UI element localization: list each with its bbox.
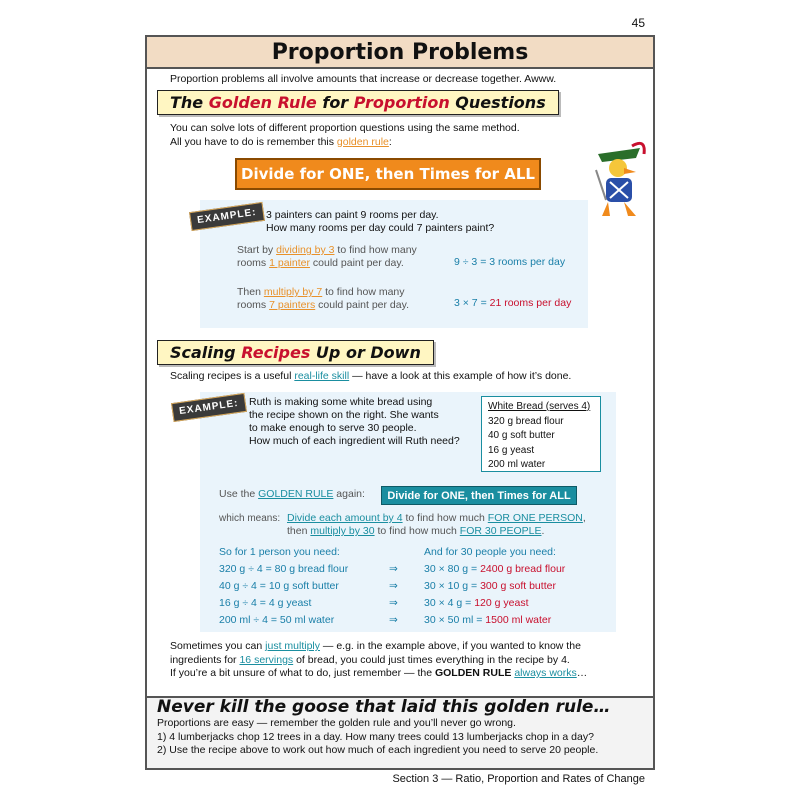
- closing-line: [170, 640, 587, 654]
- text: Then: [237, 286, 264, 298]
- golden-rule-banner-small: Divide for ONE, then Times for ALL: [381, 486, 577, 505]
- question-line: Ruth is making some white bread using: [249, 396, 433, 408]
- means-lines: [287, 512, 586, 538]
- step-link: dividing by 3: [276, 244, 335, 256]
- example-2-question: [249, 396, 460, 448]
- always-works-link[interactable]: always works: [514, 667, 577, 679]
- text: — e.g. in the example above, if you wanted to know the: [320, 640, 581, 652]
- heading-text: Questions: [449, 93, 546, 112]
- practice-question: 1) 4 lumberjacks chop 12 trees in a day. How many trees could 13 lumberjacks chop in a day?: [157, 730, 594, 743]
- recipe-item: 40 g soft butter: [488, 430, 555, 441]
- row-answer: 2400 g bread flour: [480, 563, 566, 575]
- heading-highlight: Golden Rule: [208, 93, 317, 112]
- text: ingredients for: [170, 653, 240, 666]
- arrow-icon: ⇒: [389, 614, 398, 626]
- text: …: [576, 667, 588, 679]
- question-line: to make enough to serve 30 people.: [249, 422, 417, 434]
- example-label: EXAMPLE:: [189, 202, 265, 231]
- text: rooms: [237, 257, 270, 269]
- text: Sometimes you can: [170, 640, 266, 652]
- text: 3 × 7 =: [454, 297, 490, 309]
- table-row: [219, 597, 599, 614]
- text: All you have to do is remember this: [170, 135, 337, 148]
- means-line: [287, 525, 586, 538]
- page-footer: Section 3 — Ratio, Proportion and Rates of Change: [392, 773, 645, 785]
- text: to find how much: [402, 512, 488, 524]
- heading-highlight: Recipes: [241, 343, 311, 362]
- paragraph-line: You can solve lots of different proportion questions using the same method.: [170, 122, 520, 134]
- heading-text: for: [316, 93, 354, 112]
- step-line: [237, 286, 409, 299]
- section-heading-scaling-recipes: [157, 340, 434, 365]
- question-line: 3 painters can paint 9 rooms per day.: [266, 209, 439, 221]
- golden-rule-link: GOLDEN RULE: [258, 488, 334, 500]
- table-row: [219, 563, 599, 580]
- text: then: [287, 525, 311, 537]
- row-right: 30 × 10 g =: [424, 580, 481, 592]
- summary-heading: Never kill the goose that laid this golden rule…: [157, 697, 611, 717]
- text: FOR 30 PEOPLE: [459, 525, 542, 537]
- col2-header: And for 30 people you need:: [424, 546, 556, 558]
- closing-line: [170, 667, 587, 681]
- arrow-icon: ⇒: [389, 563, 398, 575]
- question-line: How much of each ingredient will Ruth need?: [249, 435, 460, 447]
- text: of bread, you could just times everything in the recipe by 4.: [293, 653, 570, 666]
- golden-rule-banner: Divide for ONE, then Times for ALL: [235, 158, 541, 190]
- row-left: 320 g ÷ 4 = 80 g bread flour: [219, 563, 349, 575]
- recipe-item: 320 g bread flour: [488, 415, 564, 427]
- heading-text: The: [170, 93, 209, 112]
- text: multiply by 30: [310, 525, 375, 537]
- step-link: multiply by 7: [263, 286, 323, 298]
- text: to find how many: [322, 286, 405, 298]
- golden-rule-bold: GOLDEN RULE: [434, 667, 512, 679]
- text: Divide each amount by 4: [287, 512, 403, 524]
- section2-paragraph: [170, 370, 571, 384]
- text: rooms: [237, 299, 270, 311]
- summary-line: Proportions are easy — remember the golden rule and you’ll never go wrong.: [157, 717, 516, 729]
- means-label: which means:: [219, 513, 281, 524]
- golden-rule-link[interactable]: golden rule: [336, 135, 389, 148]
- row-right: 30 × 50 ml =: [424, 614, 486, 626]
- text: :: [388, 135, 392, 148]
- recipe-box: [481, 396, 601, 472]
- row-right: 30 × 4 g =: [424, 597, 475, 609]
- heading-text: Scaling: [170, 343, 242, 362]
- page-title: Proportion Problems: [147, 37, 653, 69]
- table-row: [219, 580, 599, 597]
- example-label: EXAMPLE:: [171, 393, 247, 422]
- example-1-step-2: [237, 286, 409, 312]
- real-life-skill-link[interactable]: real-life skill: [294, 370, 350, 382]
- means-line: [287, 512, 586, 525]
- step-link: 1 painter: [269, 257, 310, 269]
- text: .: [541, 525, 545, 537]
- intro-text: Proportion problems all involve amounts that increase or decrease together. Awww.: [170, 73, 557, 85]
- practice-question: 2) Use the recipe above to work out how much of each ingredient you need to serve 20 people.: [157, 744, 599, 756]
- summary-text: [157, 717, 598, 758]
- example-1-step-1: [237, 244, 417, 270]
- col1-header: So for 1 person you need:: [219, 546, 340, 558]
- just-multiply-link[interactable]: just multiply: [265, 640, 320, 652]
- step-line: [237, 299, 409, 312]
- section-heading-golden-rule: [157, 90, 559, 115]
- text: to find how many: [334, 244, 417, 256]
- row-answer: 300 g soft butter: [480, 580, 556, 592]
- row-left: 16 g ÷ 4 = 4 g yeast: [219, 597, 312, 609]
- use-golden-rule-line: [219, 488, 365, 501]
- text: ,: [582, 512, 586, 524]
- table-row: [219, 614, 599, 631]
- text: — have a look at this example of how it’s done.: [349, 370, 572, 382]
- text: Scaling recipes is a useful: [170, 370, 295, 382]
- step-line: [237, 257, 417, 270]
- page-number: 45: [631, 16, 645, 30]
- section1-paragraph: [170, 122, 520, 149]
- recipe-item: 16 g yeast: [488, 444, 535, 456]
- question-line: the recipe shown on the right. She wants: [249, 409, 439, 421]
- text: FOR ONE PERSON: [487, 512, 583, 524]
- arrow-icon: ⇒: [389, 580, 398, 592]
- recipe-item: 200 ml water: [488, 459, 546, 470]
- sixteen-servings-link[interactable]: 16 servings: [239, 653, 294, 666]
- answer: 21 rooms per day: [489, 297, 572, 309]
- text: If you’re a bit unsure of what to do, just remember — the: [170, 667, 435, 679]
- example-1-result-2: [454, 297, 571, 310]
- step-line: [237, 244, 417, 257]
- text: could paint per day.: [309, 257, 404, 269]
- text: to find how much: [374, 525, 460, 537]
- example-1-result-1: 9 ÷ 3 = 3 rooms per day: [454, 256, 566, 268]
- example-1-question: [266, 209, 494, 235]
- question-line: How many rooms per day could 7 painters paint?: [266, 222, 495, 234]
- ingredient-table: [219, 563, 599, 631]
- heading-text: Up or Down: [310, 343, 421, 362]
- text: again:: [333, 488, 365, 500]
- closing-line: [170, 654, 587, 668]
- goose-mascot-icon: [588, 140, 650, 220]
- row-left: 200 ml ÷ 4 = 50 ml water: [219, 614, 335, 626]
- row-answer: 1500 ml water: [485, 614, 552, 626]
- heading-highlight: Proportion: [353, 93, 450, 112]
- paragraph-line: [170, 136, 520, 150]
- text: Start by: [237, 244, 277, 256]
- row-right: 30 × 80 g =: [424, 563, 481, 575]
- arrow-icon: ⇒: [389, 597, 398, 609]
- recipe-title: White Bread (serves 4): [488, 401, 591, 412]
- step-link: 7 painters: [269, 299, 316, 311]
- text: Use the: [219, 488, 259, 500]
- row-left: 40 g ÷ 4 = 10 g soft butter: [219, 580, 339, 592]
- row-answer: 120 g yeast: [474, 597, 529, 609]
- text: could paint per day.: [315, 299, 410, 311]
- closing-paragraph: [170, 640, 587, 681]
